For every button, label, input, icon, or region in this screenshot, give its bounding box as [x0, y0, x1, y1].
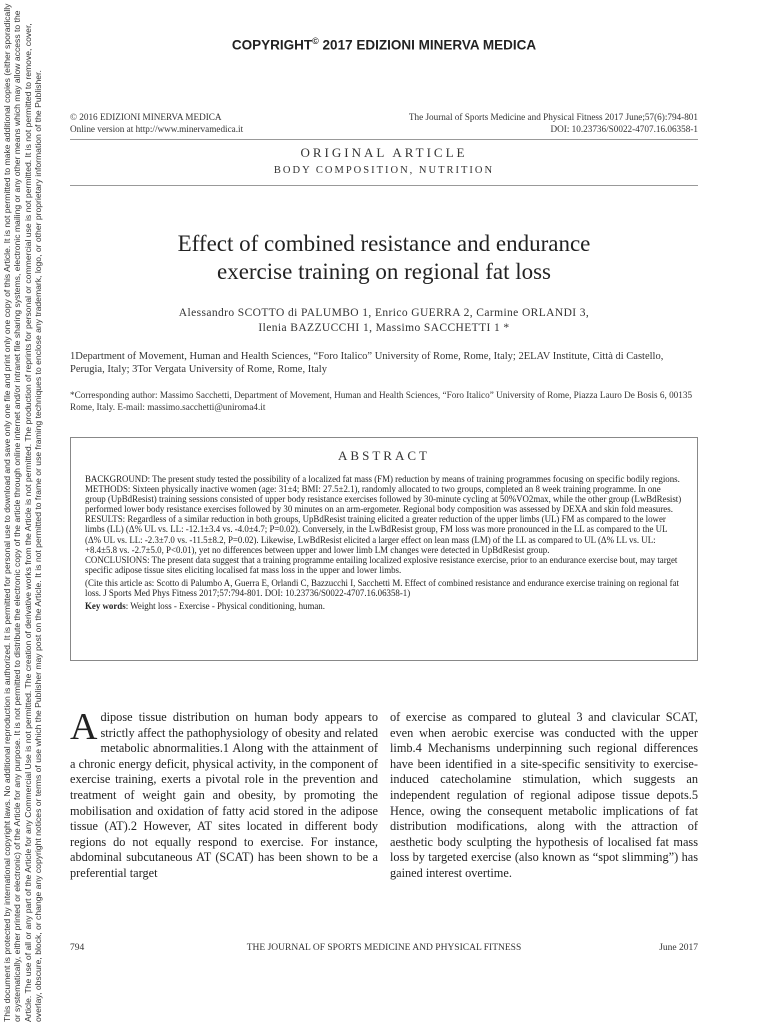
page-number: 794	[70, 943, 85, 953]
affiliations: 1Department of Movement, Human and Health Sciences, “Foro Italico” University of Rome, Rome, Italy; 2ELAV Institute, Città di Castello, Perugia, Italy; 3Tor Vergata University of Rome, Rome, Italy	[70, 351, 664, 375]
body-text-right: of exercise as compared to gluteal 3 and clavicular SCAT, even when aerobic exercise was conducted with the upper limb.4 Mechanisms underpinning such regional differences have been identified in a site-specific sensitivity to exercise-induced catecholamine stimulation, which suggests an independent regulation of regional adipose tissue depots.5 Hence, owing the consequent metabolic implications of fat distribution modifications, along with the attraction of aesthetic body sculpting the hypothesis of localised fat mass loss by targeted exercise (also known as “spot slimming”) has gained interest overtime.	[390, 710, 698, 880]
abstract-results: RESULTS: Regardless of a similar reduction in both groups, UpBdResist training elicited a greater reduction of the upper limbs (UL) FM as compared to the lower limbs (LL) (Δ% UL vs. LL: -12.1±3.4 vs. -4.0±4.7; P=0.02). Conversely, in the LwBdResist group, FM loss was more pronounced in the LL as compared to the UL (Δ% UL vs. LL: -2.3±7.0 vs. -11.5±8.2, P=0.02). Likewise, LwBdResist elicited a larger effect on lean mass (LM) of the LL as compared to UL (Δ% LL vs. UL: +8.4±5.8 vs. -2.7±5.0, P<0.01), yet no differences between upper and lower limb LM changes were detected in UpBdResist group.	[85, 514, 668, 555]
abstract-methods: METHODS: Sixteen physically inactive women (age: 31±4; BMI: 27.5±2.1), randomly allocated to two groups, completed an 8 week training programme. In one group (UpBdResist) training sessions consisted of upper body resistance exercises followed by 30-minute cycling at 50%VO2max, while the other group (LwBdResist) performed lower body resistance exercises followed by 30 minutes on an arm-ergometer. Regional body composition was assessed by DEXA and skin fold measures.	[85, 484, 682, 515]
title-line-1: Effect of combined resistance and endurance	[177, 231, 591, 256]
copyright-symbol: ©	[312, 36, 319, 46]
article-section: BODY COMPOSITION, NUTRITION	[273, 165, 495, 176]
section-divider	[70, 185, 698, 186]
journal-header	[409, 112, 698, 135]
publisher-header	[70, 112, 243, 135]
body-text-left: dipose tissue distribution on human body appears to strictly affect the pathophysiology of obesity and related metabolic abnormalities.1 Along with the attainment of a chronic energy deficit, physical activity, in the component of exercise training, exerts a pivotal role in the prevention and treatment of weight gain and obesity, by promoting the mobilisation and oxidation of fatty acid stored in the adipose tissue (AT).2 However, AT sites located in different body regions do not equally respond to exercise. For instance, abdominal subcutaneous AT (SCAT) has been shown to be a preferential target	[70, 710, 378, 880]
online-version-link[interactable]: Online version at http://www.minervamedica.it	[70, 123, 244, 134]
article-title	[70, 230, 698, 286]
body-column-left	[70, 706, 378, 882]
corresponding-author: *Corresponding author: Massimo Sacchetti, Department of Movement, Human and Health Sciences, “Foro Italico” University of Rome, Piazza Lauro De Bosis 6, 00135 Rome, Italy. E-mail: massimo.sacchetti@uniroma4.it	[70, 390, 693, 412]
footer-date: June 2017	[659, 943, 698, 953]
copyright-notice-text: This document is protected by international copyright laws. No additional reproduction is authorized. It is permitted for personal use to download and save only one file and print only one copy of this Article. It is not permitted to make additional copies (either sporadically or systematically, either printed or electronic) of the Article for any purpose. It is not permitted to distribute the electronic copy of the article through online internet and/or intranet file sharing systems, electronic mailing or any other means which may allow access to the Article. The use of all or any part of the Article for any Commercial Use is not permitted. The creation of derivative works from the Article is not permitted. The production of reprints for personal or commercial use is not permitted. It is not permitted to remove, cover, overlay, obscure, block, or change any copyright notices or terms of use which the Publisher may post on the Article. It is not permitted to frame or use framing techniques to enclose any trademark, logo, or other proprietary information of the Publisher.	[2, 3, 44, 1022]
journal-citation: The Journal of Sports Medicine and Physical Fitness 2017 June;57(6):794-801	[408, 112, 698, 122]
header-divider	[70, 139, 698, 140]
keywords-list: : Weight loss - Exercise - Physical conditioning, human.	[125, 601, 325, 612]
copyright-suffix: 2017 EDIZIONI MINERVA MEDICA	[318, 37, 537, 53]
abstract-keywords	[85, 601, 683, 611]
footer-journal-name: THE JOURNAL OF SPORTS MEDICINE AND PHYSICAL FITNESS	[246, 943, 522, 953]
drop-cap: A	[70, 706, 98, 748]
author-list	[70, 306, 698, 336]
doi: DOI: 10.23736/S0022-4707.16.06358-1	[550, 123, 698, 134]
abstract-box	[70, 437, 698, 661]
abstract-conclusions: CONCLUSIONS: The present data suggest that a training programme entailing localized explosive resistance exercise, prior to an endurance exercise bout, may target specific adipose tissue sites eliciting localised fat mass loss in the upper and lower limbs.	[85, 554, 678, 575]
article-type: ORIGINAL ARTICLE	[300, 145, 468, 160]
keywords-label: Key words	[85, 601, 126, 612]
publisher-copyright: © 2016 EDIZIONI MINERVA MEDICA	[70, 112, 222, 122]
abstract-citation: (Cite this article as: Scotto di Palumbo A, Guerra E, Orlandi C, Bazzucchi I, Sacchetti M. Effect of combined resistance and endurance exercise training on regional fat loss. J Sports Med Phys Fitness 2017;57:794-801. DOI: 10.23736/S0022-4707.16.06358-1)	[85, 577, 680, 599]
authors-line-1: Alessandro SCOTTO di PALUMBO 1, Enrico GUERRA 2, Carmine ORLANDI 3,	[178, 307, 590, 319]
title-line-2: exercise training on regional fat loss	[216, 259, 552, 284]
body-column-right	[390, 710, 698, 882]
authors-line-2: Ilenia BAZZUCCHI 1, Massimo SACCHETTI 1 *	[258, 322, 510, 334]
copyright-prefix: COPYRIGHT	[231, 37, 313, 53]
copyright-banner	[0, 36, 768, 53]
abstract-heading: ABSTRACT	[338, 448, 430, 463]
abstract-background: BACKGROUND: The present study tested the possibility of a localized fat mass (FM) reduction by means of training programmes focusing on specific bodily regions.	[85, 474, 680, 484]
